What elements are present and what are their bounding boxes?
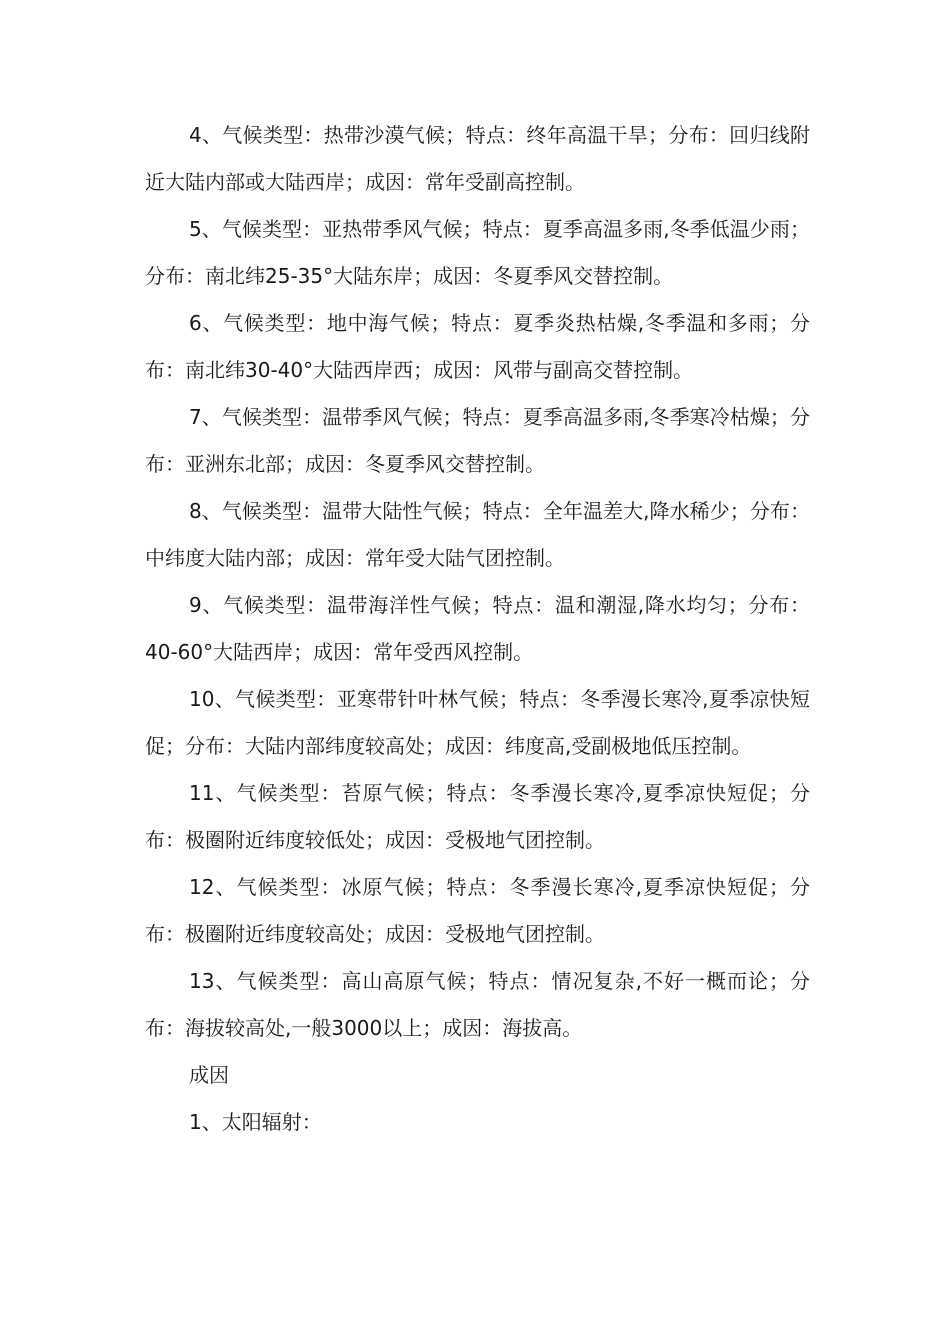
paragraph-climate-11: 11、气候类型：苔原气候；特点：冬季漫长寒冷,夏季凉快短促；分布：极圈附近纬度较低处；成因：受极地气团控制。 <box>145 781 810 852</box>
paragraph-climate-6: 6、气候类型：地中海气候；特点：夏季炎热枯燥,冬季温和多雨；分布：南北纬30-40°大陆西岸西；成因：风带与副高交替控制。 <box>145 311 810 382</box>
paragraph-climate-10: 10、气候类型：亚寒带针叶林气候；特点：冬季漫长寒冷,夏季凉快短促；分布：大陆内部纬度较高处；成因：纬度高,受副极地低压控制。 <box>145 687 810 758</box>
paragraph-climate-12: 12、气候类型：冰原气候；特点：冬季漫长寒冷,夏季凉快短促；分布：极圈附近纬度较高处；成因：受极地气团控制。 <box>145 875 810 946</box>
paragraph-climate-7: 7、气候类型：温带季风气候；特点：夏季高温多雨,冬季寒冷枯燥；分布：亚洲东北部；成因：冬夏季风交替控制。 <box>145 405 810 476</box>
paragraph-climate-5: 5、气候类型：亚热带季风气候；特点：夏季高温多雨,冬季低温少雨；分布：南北纬25-35°大陆东岸；成因：冬夏季风交替控制。 <box>145 217 810 288</box>
document-body <box>145 112 810 1146</box>
section-heading-causes: 成因 <box>189 1063 229 1087</box>
paragraph-climate-9: 9、气候类型：温带海洋性气候；特点：温和潮湿,降水均匀；分布：40-60°大陆西岸；成因：常年受西风控制。 <box>145 593 810 664</box>
paragraph-climate-13: 13、气候类型：高山高原气候；特点：情况复杂,不好一概而论；分布：海拔较高处,一般3000以上；成因：海拔高。 <box>145 969 810 1040</box>
paragraph-cause-1: 1、太阳辐射： <box>189 1110 322 1134</box>
paragraph-climate-4: 4、气候类型：热带沙漠气候；特点：终年高温干旱；分布：回归线附近大陆内部或大陆西岸；成因：常年受副高控制。 <box>145 123 810 194</box>
paragraph-climate-8: 8、气候类型：温带大陆性气候；特点：全年温差大,降水稀少；分布：中纬度大陆内部；成因：常年受大陆气团控制。 <box>145 499 810 570</box>
